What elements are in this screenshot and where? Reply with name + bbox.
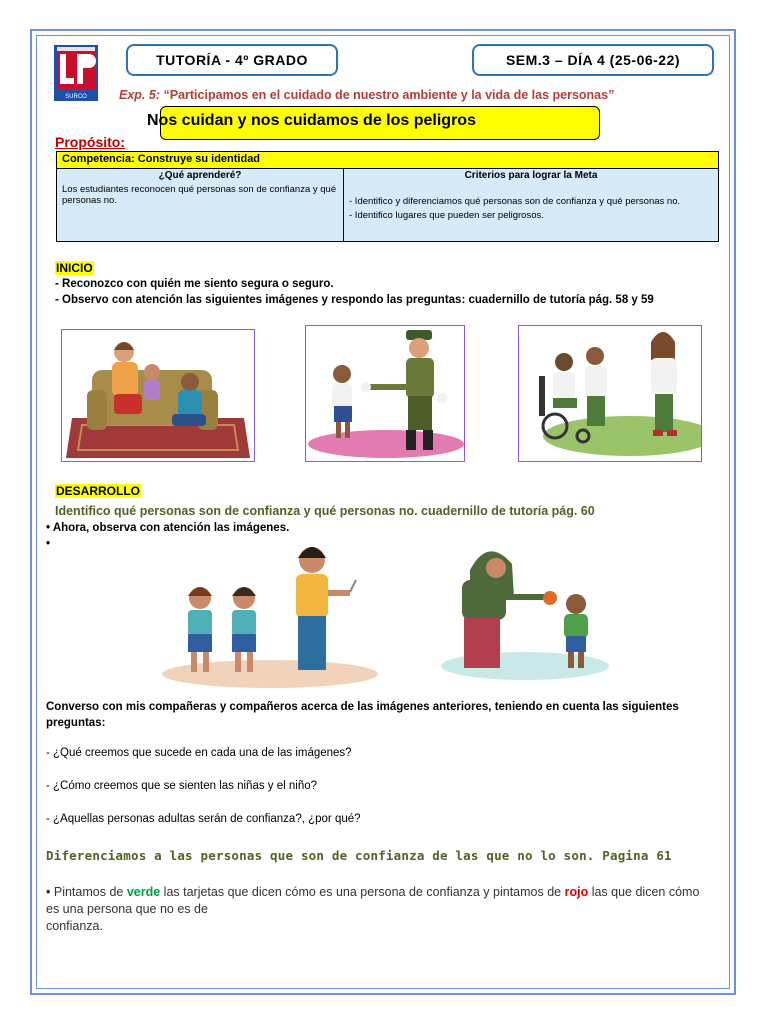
proposito-label: Propósito: [55, 134, 125, 150]
experience-text: “Participamos en el cuidado de nuestro ambiente y la vida de las personas” [163, 88, 615, 102]
inicio-label: INICIO [56, 261, 93, 275]
question-2: - ¿Cómo creemos que se sienten las niñas y el niño? [46, 780, 318, 792]
final-instruction [46, 884, 716, 935]
final-bullet: • [46, 885, 51, 899]
question-1: - ¿Qué creemos que sucede en cada una de las imágenes? [46, 747, 352, 759]
final-text: las que dicen cómo es una persona que no es de [46, 885, 700, 916]
competence-header: Competencia: Construye su identidad [57, 152, 719, 169]
session-header-box [472, 44, 714, 76]
family-sofa-illustration [61, 329, 255, 462]
session-title: Nos cuidan y nos cuidamos de los peligros [147, 112, 476, 129]
stranger-candy-illustration [440, 540, 610, 685]
criteria-cell [344, 169, 719, 242]
inicio-line: - Reconozco con quién me siento segura o seguro. [55, 278, 334, 290]
grade-header-text: TUTORÍA - 4º GRADO [156, 52, 308, 68]
conversation-intro: Converso con mis compañeras y compañeros acerca de las imágenes anteriores, teniendo en cuenta las siguientes preguntas: [46, 701, 679, 729]
final-text: las tarjetas que dicen cómo es una persona de confianza y pintamos de [160, 885, 565, 899]
competence-table [56, 151, 719, 242]
criteria-title: Criterios para lograr la Meta [464, 170, 598, 181]
experience-label: Exp. 5: [119, 88, 160, 102]
wheelchair-greeting-illustration [518, 325, 702, 462]
inicio-line: - Observo con atención las siguientes imágenes y respondo las preguntas: cuadernillo de tutoría pág. 58 y 59 [55, 294, 654, 306]
empty-bullet: • [46, 538, 51, 550]
desarrollo-bullet [46, 522, 289, 534]
bullet-text: Ahora, observa con atención las imágenes. [52, 522, 290, 534]
smoker-scene-illustration [160, 540, 380, 690]
experience-line [119, 88, 614, 102]
verde-word: verde [126, 885, 161, 899]
criteria-item: - Identifico lugares que pueden ser peligrosos. [349, 210, 544, 221]
svg-text:SURCO: SURCO [65, 94, 87, 100]
bullet-mark: • [46, 522, 51, 534]
grade-header-box [126, 44, 338, 76]
school-logo [53, 44, 99, 102]
criteria-item: - Identifico y diferenciamos qué personas son de confianza y qué personas no. [349, 196, 681, 207]
learn-title: ¿Qué aprenderé? [158, 170, 242, 181]
learn-cell [57, 169, 344, 242]
desarrollo-label: DESARROLLO [56, 484, 140, 498]
learn-text: Los estudiantes reconocen qué personas son de confianza y qué personas no. [62, 184, 337, 206]
officer-child-illustration [305, 325, 465, 462]
final-text: confianza. [46, 919, 103, 933]
rojo-word: rojo [564, 885, 589, 899]
question-3: - ¿Aquellas personas adultas serán de confianza?, ¿por qué? [46, 813, 361, 825]
differentiate-title: Diferenciamos a las personas que son de confianza de las que no lo son. Pagina 61 [46, 848, 672, 863]
desarrollo-subtitle: Identifico qué personas son de confianza y qué personas no. cuadernillo de tutoría pág. 60 [55, 504, 595, 518]
session-header-text: SEM.3 – DÍA 4 (25-06-22) [505, 52, 681, 68]
final-text: Pintamos de [50, 885, 127, 899]
